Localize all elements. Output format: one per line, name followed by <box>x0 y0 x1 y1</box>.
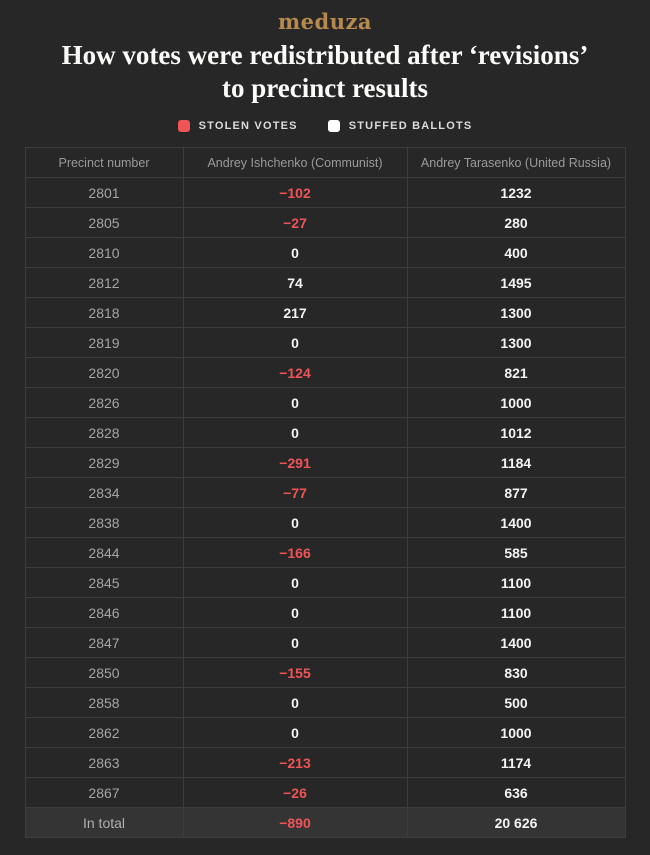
tarasenko-cell: 1400 <box>407 628 625 658</box>
stuffed-ballots-square-icon <box>328 120 340 132</box>
legend-label-stuffed-ballots: STUFFED BALLOTS <box>348 119 473 132</box>
tarasenko-cell: 1184 <box>407 448 625 478</box>
table-row <box>25 778 625 808</box>
table-row <box>25 568 625 598</box>
meduza-logo: meduza <box>277 9 373 34</box>
ishchenko-cell: −26 <box>183 778 407 808</box>
table-row <box>25 448 625 478</box>
precinct-cell: 2847 <box>25 628 183 658</box>
tarasenko-cell: 1000 <box>407 718 625 748</box>
ishchenko-cell: 0 <box>183 718 407 748</box>
precinct-cell: 2838 <box>25 508 183 538</box>
table-row <box>25 508 625 538</box>
legend <box>0 118 650 133</box>
page-title <box>28 39 622 105</box>
precinct-cell: 2863 <box>25 748 183 778</box>
table-row <box>25 298 625 328</box>
tarasenko-cell: 1300 <box>407 298 625 328</box>
tarasenko-cell: 1300 <box>407 328 625 358</box>
ishchenko-cell: −213 <box>183 748 407 778</box>
table-row <box>25 658 625 688</box>
table-row <box>25 478 625 508</box>
precinct-cell: 2829 <box>25 448 183 478</box>
ishchenko-cell: 74 <box>183 268 407 298</box>
ishchenko-cell: 217 <box>183 298 407 328</box>
precinct-cell: 2845 <box>25 568 183 598</box>
tarasenko-cell: 400 <box>407 238 625 268</box>
precinct-cell: 2810 <box>25 238 183 268</box>
table-row <box>25 628 625 658</box>
precinct-cell: 2819 <box>25 328 183 358</box>
precinct-cell: 2805 <box>25 208 183 238</box>
ishchenko-cell: −291 <box>183 448 407 478</box>
table-row <box>25 538 625 568</box>
ishchenko-cell: −102 <box>183 178 407 208</box>
column-header-precinct: Precinct number <box>25 148 183 178</box>
tarasenko-cell: 1100 <box>407 598 625 628</box>
ishchenko-cell: 0 <box>183 568 407 598</box>
ishchenko-cell: 0 <box>183 598 407 628</box>
ishchenko-cell: −124 <box>183 358 407 388</box>
ishchenko-cell: −155 <box>183 658 407 688</box>
tarasenko-cell: 1232 <box>407 178 625 208</box>
tarasenko-cell: 636 <box>407 778 625 808</box>
precinct-cell: 2820 <box>25 358 183 388</box>
table-row <box>25 178 625 208</box>
tarasenko-cell: 830 <box>407 658 625 688</box>
tarasenko-cell: 877 <box>407 478 625 508</box>
ishchenko-cell: 0 <box>183 628 407 658</box>
precinct-cell: 2844 <box>25 538 183 568</box>
total-row <box>25 808 625 838</box>
table-row <box>25 388 625 418</box>
table-row <box>25 238 625 268</box>
tarasenko-cell: 1000 <box>407 388 625 418</box>
table-row <box>25 598 625 628</box>
ishchenko-cell: 0 <box>183 238 407 268</box>
table-row <box>25 268 625 298</box>
ishchenko-cell: −27 <box>183 208 407 238</box>
total-ishchenko-cell: −890 <box>183 808 407 838</box>
tarasenko-cell: 500 <box>407 688 625 718</box>
precinct-cell: 2867 <box>25 778 183 808</box>
tarasenko-cell: 1495 <box>407 268 625 298</box>
tarasenko-cell: 585 <box>407 538 625 568</box>
precinct-cell: 2834 <box>25 478 183 508</box>
table-row <box>25 748 625 778</box>
ishchenko-cell: 0 <box>183 388 407 418</box>
column-header-tarasenko: Andrey Tarasenko (United Russia) <box>407 148 625 178</box>
ishchenko-cell: −166 <box>183 538 407 568</box>
page-title-line-2: to precinct results <box>222 73 428 103</box>
total-label-cell: In total <box>25 808 183 838</box>
precinct-cell: 2850 <box>25 658 183 688</box>
precinct-cell: 2826 <box>25 388 183 418</box>
results-table <box>25 147 626 838</box>
page-title-line-1: How votes were redistributed after ‘revisions’ <box>61 40 589 70</box>
tarasenko-cell: 821 <box>407 358 625 388</box>
precinct-cell: 2801 <box>25 178 183 208</box>
tarasenko-cell: 1012 <box>407 418 625 448</box>
precinct-cell: 2858 <box>25 688 183 718</box>
precinct-cell: 2862 <box>25 718 183 748</box>
table-row <box>25 718 625 748</box>
legend-item-stolen-votes <box>178 120 298 132</box>
tarasenko-cell: 280 <box>407 208 625 238</box>
legend-item-stuffed-ballots <box>328 120 473 132</box>
table-row <box>25 418 625 448</box>
stolen-votes-square-icon <box>178 120 190 132</box>
column-header-ishchenko: Andrey Ishchenko (Communist) <box>183 148 407 178</box>
tarasenko-cell: 1174 <box>407 748 625 778</box>
precinct-cell: 2818 <box>25 298 183 328</box>
table-row <box>25 358 625 388</box>
precinct-cell: 2846 <box>25 598 183 628</box>
tarasenko-cell: 1400 <box>407 508 625 538</box>
table-row <box>25 328 625 358</box>
precinct-cell: 2828 <box>25 418 183 448</box>
table-row <box>25 688 625 718</box>
table-header-row <box>25 148 625 178</box>
ishchenko-cell: 0 <box>183 418 407 448</box>
table-row <box>25 208 625 238</box>
precinct-cell: 2812 <box>25 268 183 298</box>
ishchenko-cell: 0 <box>183 328 407 358</box>
ishchenko-cell: −77 <box>183 478 407 508</box>
legend-label-stolen-votes: STOLEN VOTES <box>198 119 298 132</box>
total-tarasenko-cell: 20 626 <box>407 808 625 838</box>
ishchenko-cell: 0 <box>183 688 407 718</box>
tarasenko-cell: 1100 <box>407 568 625 598</box>
ishchenko-cell: 0 <box>183 508 407 538</box>
